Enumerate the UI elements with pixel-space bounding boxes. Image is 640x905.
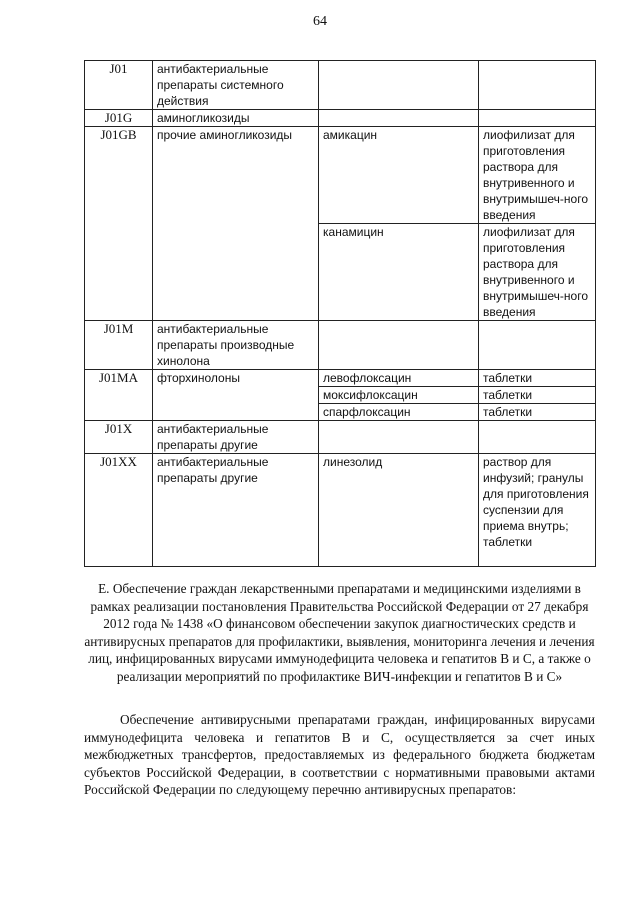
section-heading: Е. Обеспечение граждан лекарственными препаратами и медицинскими изделиями в рамках реализации постановления Правительства Российской Федерации от 27 декабря 2012 года № 1438 «О финансовом обеспечении закупок диагностических средств и антивирусных препаратов для профилактики, выявления, мониторинга лечения и лечения лиц, инфицированных вирусами иммунодефицита человека и гепатитов В и С, а также о реализации мероприятий по профилактике ВИЧ-инфекции и гепатитов В и С» [84, 581, 595, 684]
table-row [85, 127, 596, 224]
drug-cell [319, 110, 479, 127]
atc-code-cell: J01X [85, 421, 153, 454]
drug-cell: линезолид [319, 454, 479, 567]
drug-cell: моксифлоксацин [319, 387, 479, 404]
form-cell: таблетки [479, 404, 596, 421]
form-cell: лиофилизат для приготовления раствора для внутривенного и внутримышеч-ного введения [479, 127, 596, 224]
table-row [85, 421, 596, 454]
body-paragraph: Обеспечение антивирусными препаратами граждан, инфицированных вирусами иммунодефицита человека и гепатитов В и С, осуществляется за счет иных межбюджетных трансфертов, предоставляемых из федерального бюджета бюджетам субъектов Российской Федерации, в соответствии с нормативными правовыми актами Российской Федерации по следующему перечню антивирусных препаратов: [84, 712, 595, 798]
drug-cell [319, 421, 479, 454]
page-number: 64 [313, 14, 327, 29]
group-cell: антибактериальные препараты производные хинолона [153, 321, 319, 370]
form-cell [479, 421, 596, 454]
form-cell: таблетки [479, 370, 596, 387]
drug-cell: канамицин [319, 224, 479, 321]
table-row [85, 61, 596, 110]
form-cell [479, 321, 596, 370]
drug-cell: левофлоксацин [319, 370, 479, 387]
atc-code-cell: J01 [85, 61, 153, 110]
table-row [85, 110, 596, 127]
group-cell: антибактериальные препараты другие [153, 421, 319, 454]
form-cell: раствор для инфузий; гранулы для приготовления суспензии для приема внутрь; таблетки [479, 454, 596, 567]
atc-code-cell: J01G [85, 110, 153, 127]
drug-table [84, 60, 596, 567]
drug-cell [319, 321, 479, 370]
atc-code-cell: J01M [85, 321, 153, 370]
atc-code-cell: J01XX [85, 454, 153, 567]
atc-code-cell: J01GB [85, 127, 153, 321]
table-row [85, 370, 596, 387]
group-cell: аминогликозиды [153, 110, 319, 127]
form-cell [479, 110, 596, 127]
drug-cell [319, 61, 479, 110]
form-cell: лиофилизат для приготовления раствора для внутривенного и внутримышеч-ного введения [479, 224, 596, 321]
atc-code-cell: J01MA [85, 370, 153, 421]
group-cell: фторхинолоны [153, 370, 319, 421]
drug-cell: амикацин [319, 127, 479, 224]
table-row [85, 454, 596, 567]
form-cell: таблетки [479, 387, 596, 404]
group-cell: антибактериальные препараты системного действия [153, 61, 319, 110]
table-row [85, 321, 596, 370]
form-cell [479, 61, 596, 110]
group-cell: прочие аминогликозиды [153, 127, 319, 321]
drug-cell: спарфлоксацин [319, 404, 479, 421]
group-cell: антибактериальные препараты другие [153, 454, 319, 567]
